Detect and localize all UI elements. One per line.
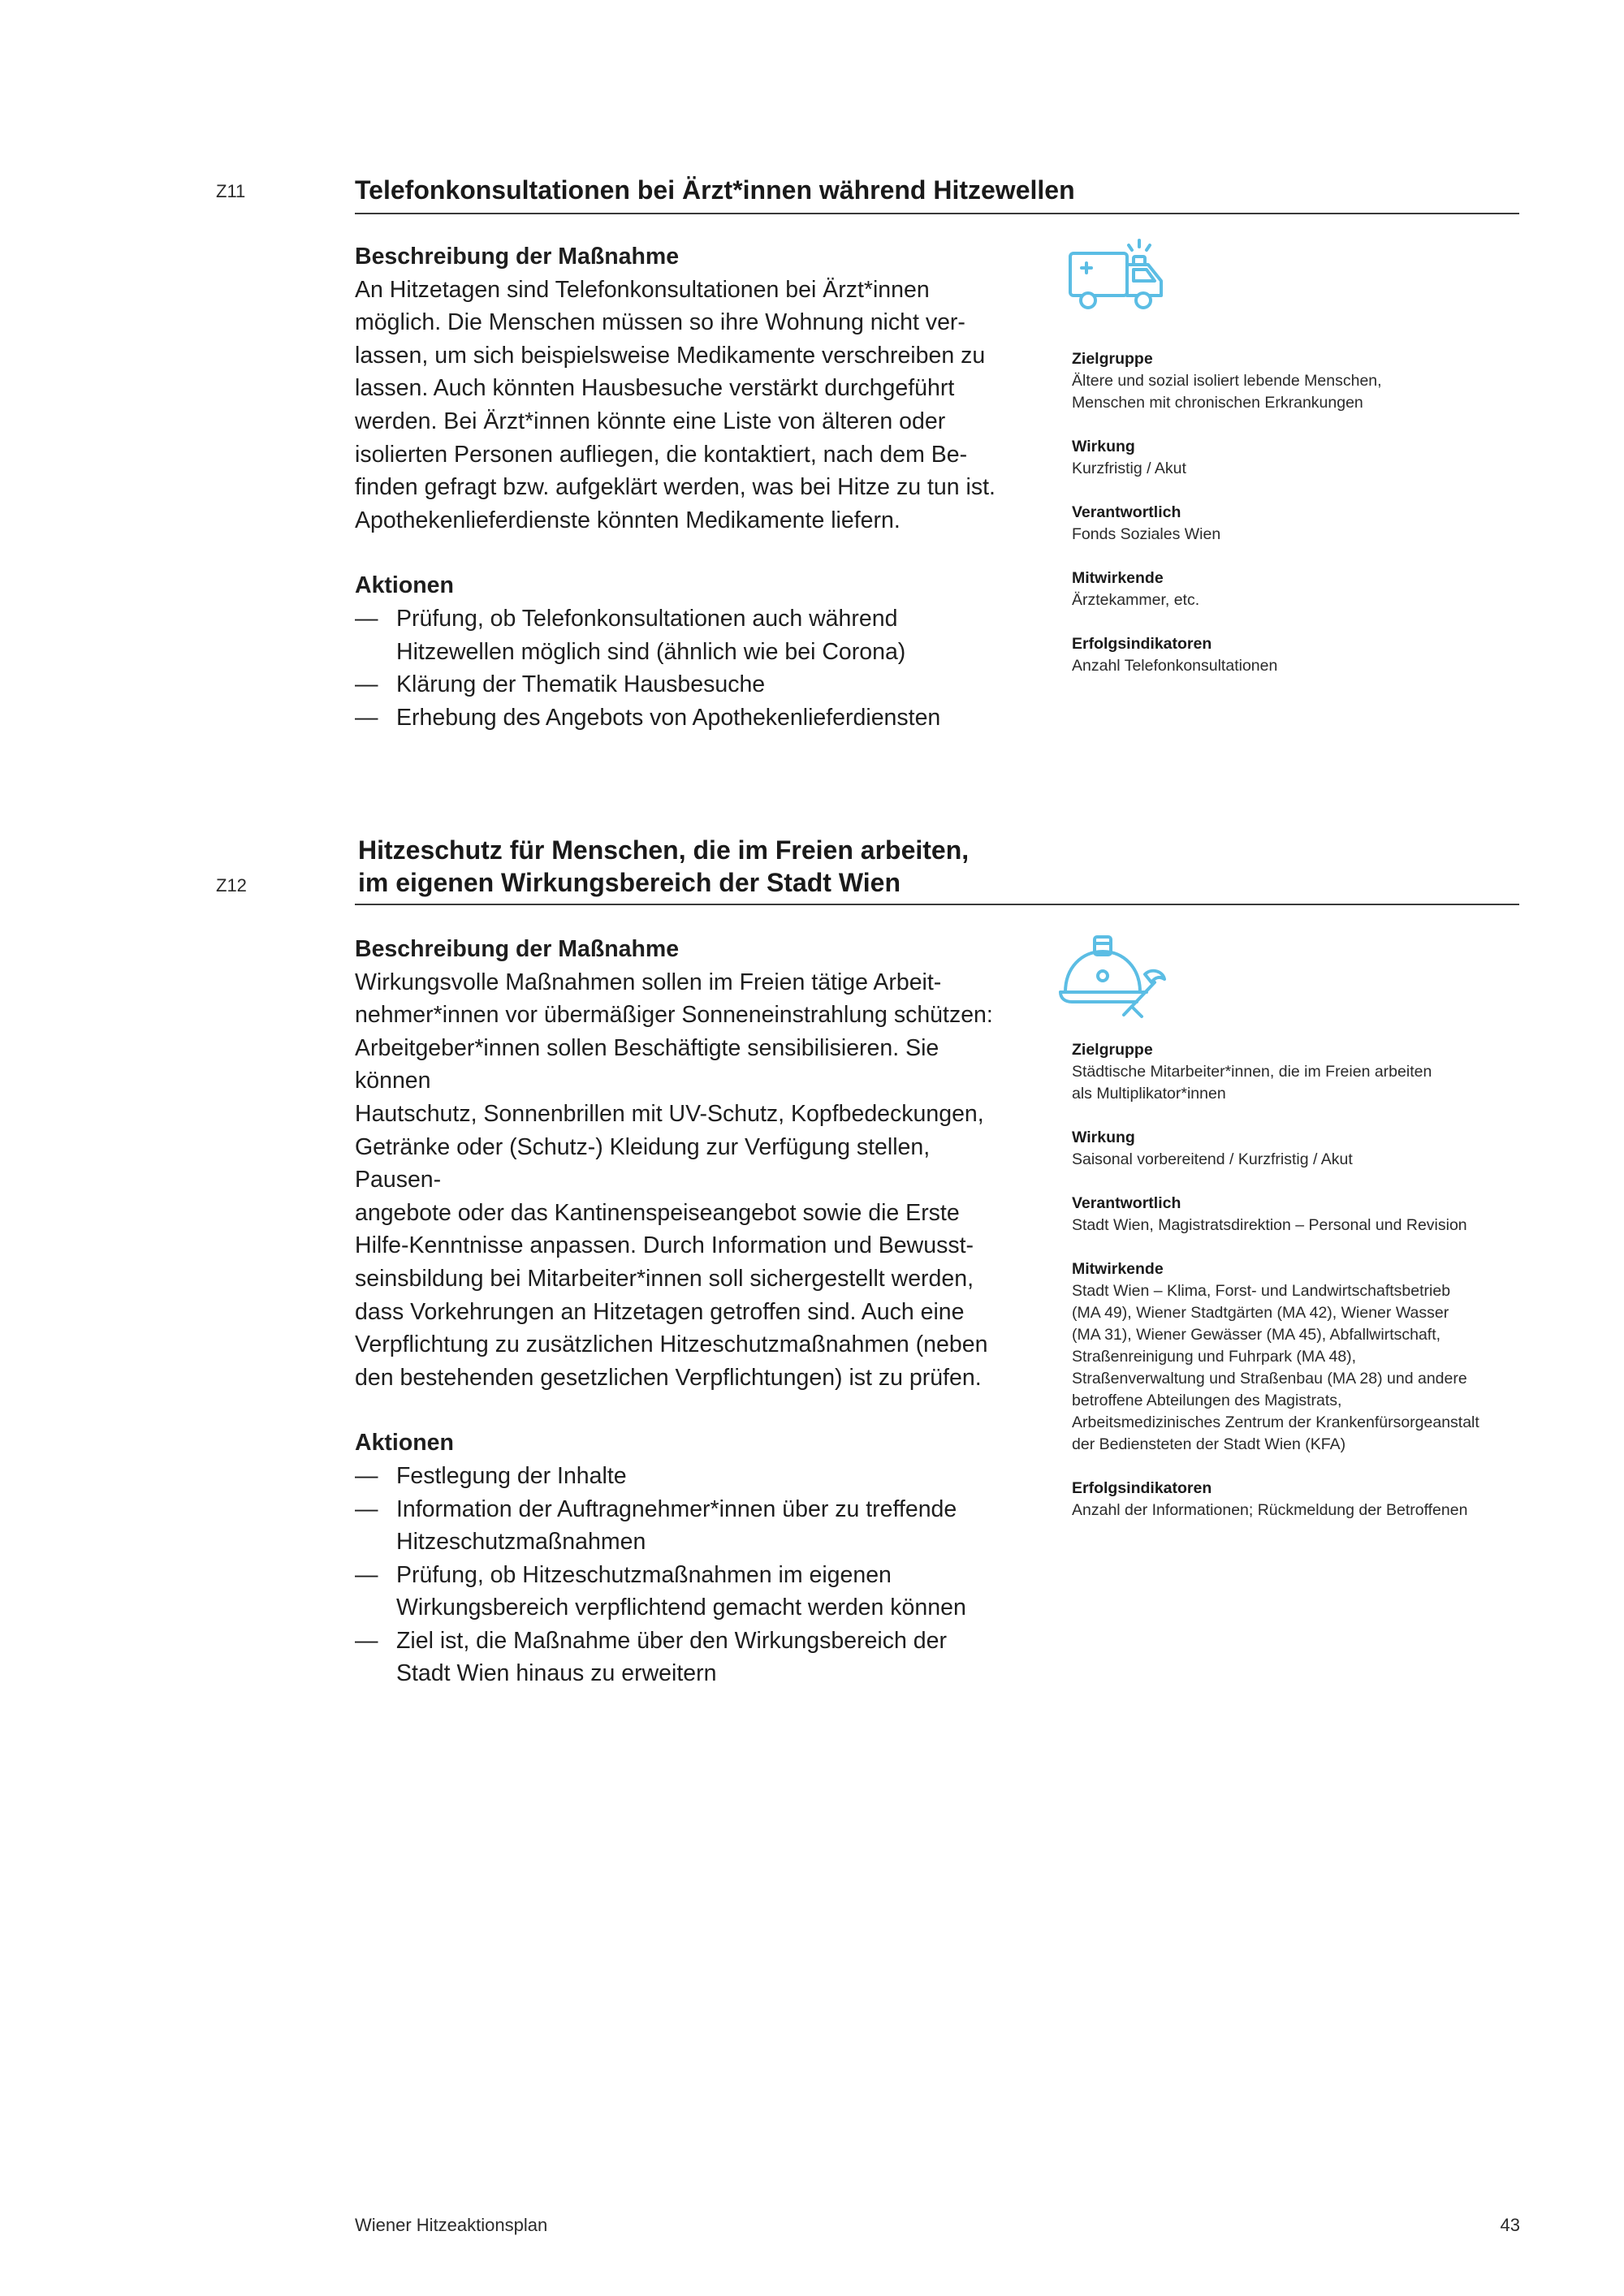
fact-target-group xyxy=(1072,348,1527,414)
measure-title xyxy=(358,834,969,899)
fact-value: Fonds Soziales Wien xyxy=(1072,525,1221,543)
hardhat-tools-icon xyxy=(1056,926,1169,1023)
measure-main-column xyxy=(355,933,1021,1690)
fact-label: Erfolgsindikatoren xyxy=(1072,1479,1212,1497)
description-text xyxy=(355,966,1021,1395)
actions-heading: Aktionen xyxy=(355,572,454,599)
fact-value: Stadt Wien – Klima, Forst- und Landwirtschaftsbetrieb xyxy=(1072,1282,1451,1300)
description-line: Hilfe-Kenntnisse anpassen. Durch Information und Bewusst- xyxy=(355,1232,974,1259)
action-line: Klärung der Thematik Hausbesuche xyxy=(396,671,766,698)
fact-effect xyxy=(1072,1127,1527,1171)
action-item xyxy=(355,602,1021,668)
action-item xyxy=(355,1493,1021,1559)
action-line: Stadt Wien hinaus zu erweitern xyxy=(396,1660,717,1687)
action-line: Prüfung, ob Telefonkonsultationen auch während xyxy=(396,605,898,632)
page-number: 43 xyxy=(1500,2215,1520,2235)
action-line: Information der Auftragnehmer*innen über zu treffende xyxy=(396,1495,957,1522)
dash-bullet: — xyxy=(355,671,378,698)
description-line: An Hitzetagen sind Telefonkonsultationen bei Ärzt*innen xyxy=(355,276,930,303)
fact-value: der Bediensteten der Stadt Wien (KFA) xyxy=(1072,1435,1346,1453)
description-line: Hautschutz, Sonnenbrillen mit UV-Schutz, Kopfbedeckungen, xyxy=(355,1100,984,1127)
description-line: isolierten Personen aufliegen, die kontaktiert, nach dem Be- xyxy=(355,441,968,468)
fact-label: Zielgruppe xyxy=(1072,350,1153,368)
fact-target-group xyxy=(1072,1039,1527,1105)
description-line: nehmer*innen vor übermäßiger Sonneneinstrahlung schützen: xyxy=(355,1002,993,1029)
fact-label: Verantwortlich xyxy=(1072,503,1181,521)
measure-main-column xyxy=(355,240,1021,734)
description-line: lassen. Auch könnten Hausbesuche verstärkt durchgeführt xyxy=(355,375,955,402)
action-line: Erhebung des Angebots von Apothekenlieferdiensten xyxy=(396,704,941,731)
fact-value: Saisonal vorbereitend / Kurzfristig / Akut xyxy=(1072,1150,1353,1168)
description-heading: Beschreibung der Maßnahme xyxy=(355,244,680,270)
fact-value: Anzahl der Informationen; Rückmeldung der Betroffenen xyxy=(1072,1501,1468,1519)
measure-code: Z11 xyxy=(216,181,246,201)
description-line: werden. Bei Ärzt*innen könnte eine Liste von älteren oder xyxy=(355,408,946,434)
measure-title: Telefonkonsultationen bei Ärzt*innen während Hitzewellen xyxy=(355,175,1075,205)
fact-value: (MA 31), Wiener Gewässer (MA 45), Abfallwirtschaft, xyxy=(1072,1326,1441,1344)
fact-value: Menschen mit chronischen Erkrankungen xyxy=(1072,394,1363,412)
dash-bullet: — xyxy=(355,704,378,731)
fact-label: Erfolgsindikatoren xyxy=(1072,635,1212,653)
description-line: Getränke oder (Schutz-) Kleidung zur Verfügung stellen, Pausen- xyxy=(355,1133,931,1193)
dash-bullet: — xyxy=(355,1462,378,1489)
fact-responsible xyxy=(1072,502,1527,546)
fact-label: Mitwirkende xyxy=(1072,569,1164,587)
description-line: angebote oder das Kantinenspeiseangebot sowie die Erste xyxy=(355,1199,960,1226)
actions-list xyxy=(355,1460,1021,1690)
fact-responsible xyxy=(1072,1193,1527,1236)
fact-value: Städtische Mitarbeiter*innen, die im Freien arbeiten xyxy=(1072,1063,1432,1081)
description-line: lassen, um sich beispielsweise Medikamente verschreiben zu xyxy=(355,342,986,369)
actions-list xyxy=(355,602,1021,734)
title-divider xyxy=(355,213,1519,214)
fact-value: als Multiplikator*innen xyxy=(1072,1085,1226,1103)
fact-label: Verantwortlich xyxy=(1072,1194,1181,1212)
fact-value: Ärztekammer, etc. xyxy=(1072,591,1200,609)
action-item xyxy=(355,701,1021,735)
title-divider xyxy=(355,904,1519,905)
description-line: finden gefragt bzw. aufgeklärt werden, was bei Hitze zu tun ist. xyxy=(355,474,996,501)
description-text xyxy=(355,274,1021,537)
action-item xyxy=(355,668,1021,701)
description-line: seinsbildung bei Mitarbeiter*innen soll sichergestellt werden, xyxy=(355,1265,974,1292)
description-line: dass Vorkehrungen an Hitzetagen getroffen sind. Auch eine xyxy=(355,1298,965,1325)
fact-value: Kurzfristig / Akut xyxy=(1072,460,1186,477)
fact-indicators xyxy=(1072,633,1527,677)
action-line: Ziel ist, die Maßnahme über den Wirkungsbereich der xyxy=(396,1627,947,1654)
fact-value: Straßenreinigung und Fuhrpark (MA 48), xyxy=(1072,1348,1357,1366)
fact-label: Zielgruppe xyxy=(1072,1041,1153,1059)
fact-value: Straßenverwaltung und Straßenbau (MA 28) und andere xyxy=(1072,1370,1467,1388)
description-line: möglich. Die Menschen müssen so ihre Wohnung nicht ver- xyxy=(355,309,965,336)
dash-bullet: — xyxy=(355,1627,378,1654)
description-line: den bestehenden gesetzlichen Verpflichtungen) ist zu prüfen. xyxy=(355,1364,982,1391)
action-line: Wirkungsbereich verpflichtend gemacht werden können xyxy=(396,1595,966,1621)
fact-value: Anzahl Telefonkonsultationen xyxy=(1072,657,1278,675)
ambulance-icon xyxy=(1064,235,1177,317)
action-item xyxy=(355,1559,1021,1625)
action-line: Hitzeschutzmaßnahmen xyxy=(396,1529,646,1556)
action-line: Festlegung der Inhalte xyxy=(396,1462,627,1489)
dash-bullet: — xyxy=(355,605,378,632)
measure-code: Z12 xyxy=(216,875,247,896)
measure-title-line: Hitzeschutz für Menschen, die im Freien arbeiten, xyxy=(358,835,970,865)
fact-value: Arbeitsmedizinisches Zentrum der Krankenfürsorgeanstalt xyxy=(1072,1413,1479,1431)
action-item xyxy=(355,1460,1021,1493)
description-line: Wirkungsvolle Maßnahmen sollen im Freien tätige Arbeit- xyxy=(355,969,942,995)
measure-title-line: im eigenen Wirkungsbereich der Stadt Wien xyxy=(358,868,901,897)
fact-label: Wirkung xyxy=(1072,1129,1135,1146)
footer-publication-title: Wiener Hitzeaktionsplan xyxy=(355,2215,548,2235)
measure-facts xyxy=(1072,348,1527,699)
fact-contributors xyxy=(1072,1258,1527,1456)
action-line: Prüfung, ob Hitzeschutzmaßnahmen im eigenen xyxy=(396,1561,892,1588)
measure-facts xyxy=(1072,1039,1527,1543)
action-line: Hitzewellen möglich sind (ähnlich wie bei Corona) xyxy=(396,638,906,665)
fact-value: Ältere und sozial isoliert lebende Menschen, xyxy=(1072,372,1382,390)
description-line: Verpflichtung zu zusätzlichen Hitzeschutzmaßnahmen (neben xyxy=(355,1331,988,1358)
description-line: Arbeitgeber*innen sollen Beschäftigte sensibilisieren. Sie können xyxy=(355,1034,939,1094)
fact-indicators xyxy=(1072,1478,1527,1521)
fact-value: (MA 49), Wiener Stadtgärten (MA 42), Wiener Wasser xyxy=(1072,1304,1449,1322)
description-heading: Beschreibung der Maßnahme xyxy=(355,936,680,962)
fact-value: Stadt Wien, Magistratsdirektion – Personal und Revision xyxy=(1072,1216,1467,1234)
action-item xyxy=(355,1625,1021,1690)
fact-label: Mitwirkende xyxy=(1072,1260,1164,1278)
fact-label: Wirkung xyxy=(1072,438,1135,455)
dash-bullet: — xyxy=(355,1561,378,1588)
fact-effect xyxy=(1072,436,1527,480)
description-line: Apothekenlieferdienste könnten Medikamente liefern. xyxy=(355,507,901,533)
dash-bullet: — xyxy=(355,1495,378,1522)
fact-value: betroffene Abteilungen des Magistrats, xyxy=(1072,1392,1342,1409)
fact-contributors xyxy=(1072,568,1527,611)
actions-heading: Aktionen xyxy=(355,1430,454,1457)
